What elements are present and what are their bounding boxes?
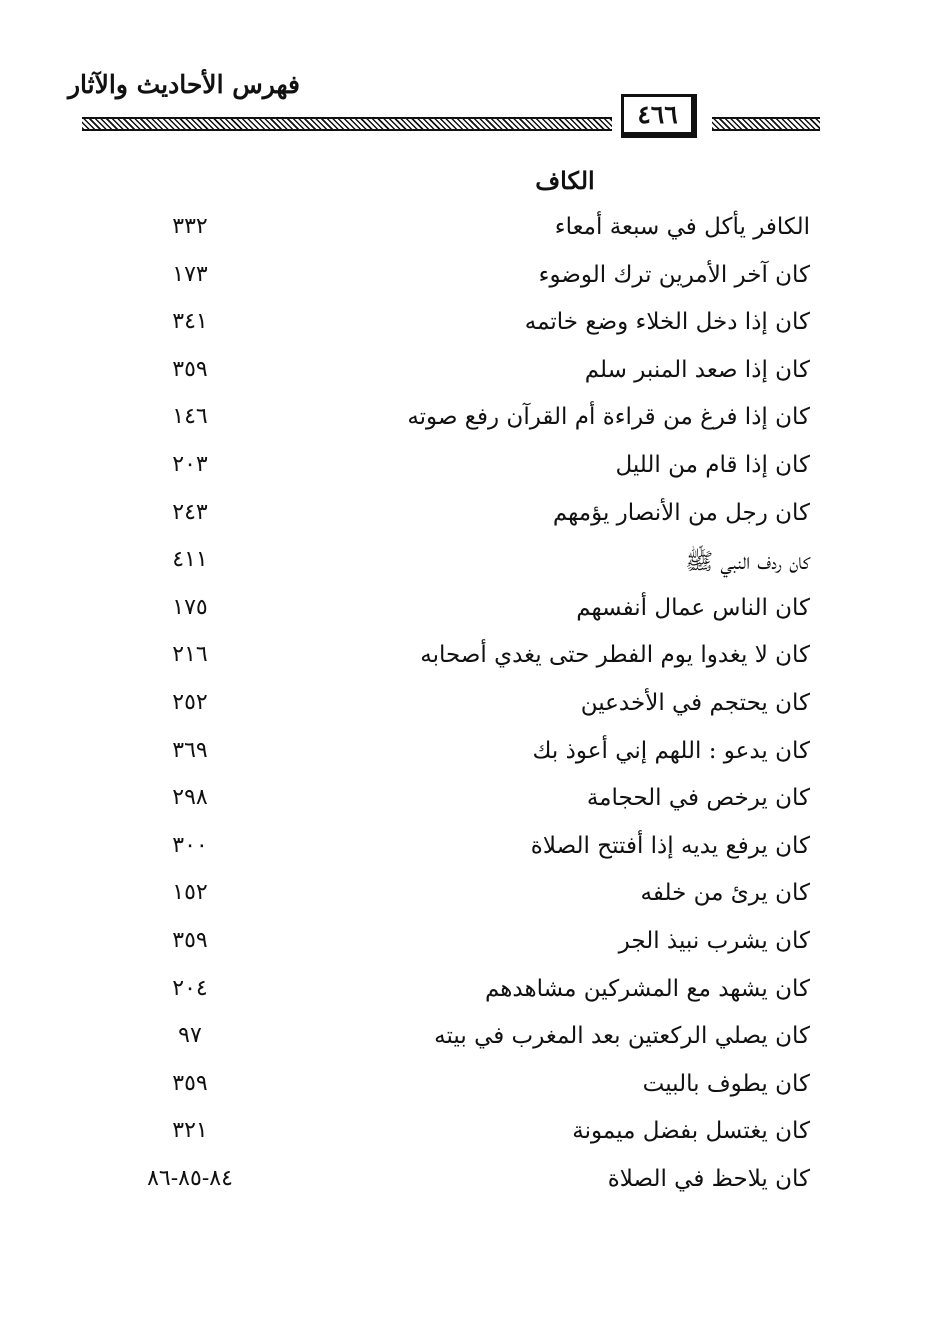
index-entry [100, 301, 820, 349]
entry-text: كان يرفع يديه إذا أفتتح الصلاة [530, 832, 810, 859]
index-entry [100, 968, 820, 1016]
index-entry [100, 396, 820, 444]
entry-page-ref: ٢٠٣ [172, 451, 208, 477]
entry-page-ref: ٣٥٩ [172, 927, 208, 953]
entry-page-ref: ٢٩٨ [172, 785, 208, 811]
entry-text: كان يشرب نبيذ الجر [618, 927, 810, 954]
entry-page-ref: ٨٤-٨٥-٨٦ [147, 1165, 233, 1191]
entry-page-ref: ١٥٢ [172, 880, 208, 906]
entry-text: كان آخر الأمرين ترك الوضوء [538, 261, 810, 288]
index-entry [100, 825, 820, 873]
index-entry [100, 634, 820, 682]
section-heading: الكاف [535, 166, 595, 195]
entry-page-ref: ٣٣٢ [172, 214, 208, 239]
entry-text: كان لا يغدوا يوم الفطر حتى يغدي أصحابه [420, 642, 810, 669]
entry-text: كان إذا صعد المنبر سلم [584, 356, 810, 383]
index-entry [100, 539, 820, 587]
entry-page-ref: ٢٥٢ [172, 689, 208, 715]
index-entry [100, 777, 820, 825]
index-entry [100, 492, 820, 540]
entry-text: كان يلاحظ في الصلاة [607, 1165, 810, 1192]
entry-text: كان يدعو : اللهم إني أعوذ بك [532, 737, 810, 764]
entry-page-ref: ١٧٥ [172, 594, 208, 620]
index-entry [100, 587, 820, 635]
entry-page-ref: ٣٥٩ [172, 356, 208, 382]
page-number: ٤٦٦ [621, 94, 697, 138]
entry-text: كان رجل من الأنصار يؤمهم [552, 499, 810, 526]
entry-page-ref: ٢١٦ [172, 642, 208, 668]
entry-text: الكافر يأكل في سبعة أمعاء [554, 214, 810, 240]
index-entry [100, 730, 820, 778]
entry-page-ref: ١٤٦ [172, 404, 208, 430]
index-entry [100, 1158, 820, 1206]
index-entry [100, 444, 820, 492]
running-title: فهرس الأحاديث والآثار [67, 70, 300, 99]
entry-text: كان يطوف بالبيت [642, 1070, 810, 1097]
index-entry [100, 872, 820, 920]
entry-text: كان إذا قام من الليل [615, 451, 810, 478]
entry-text: كان إذا دخل الخلاء وضع خاتمه [524, 309, 810, 336]
entry-page-ref: ١٧٣ [172, 261, 208, 287]
entry-page-ref: ٣٢١ [172, 1118, 208, 1144]
index-entry [100, 206, 820, 254]
index-entry [100, 254, 820, 302]
index-entry [100, 920, 820, 968]
entry-text: كان يشهد مع المشركين مشاهدهم [484, 975, 810, 1002]
entry-page-ref: ٣٦٩ [172, 737, 208, 763]
index-entry [100, 349, 820, 397]
entry-page-ref: ٣٤١ [172, 309, 208, 335]
entry-text: كان الناس عمال أنفسهم [576, 594, 810, 621]
entry-text: كان إذا فرغ من قراءة أم القرآن رفع صوته [407, 404, 810, 431]
entry-page-ref: ٣٠٠ [172, 832, 208, 858]
index-entry [100, 682, 820, 730]
index-entry [100, 1015, 820, 1063]
entry-page-ref: ٢٤٣ [172, 499, 208, 525]
entry-text: كان يحتجم في الأخدعين [580, 689, 810, 716]
index-entry [100, 1110, 820, 1158]
entry-text: كان ردف النبي ﷺ [685, 549, 810, 576]
entry-text: كان يصلي الركعتين بعد المغرب في بيته [434, 1023, 810, 1050]
entry-page-ref: ٣٥٩ [172, 1070, 208, 1096]
entry-text: كان يرئ من خلفه [640, 880, 810, 907]
header-rule-right [712, 117, 820, 131]
entry-page-ref: ٩٧ [178, 1023, 202, 1049]
entry-text: كان يرخص في الحجامة [586, 785, 810, 812]
entry-page-ref: ٢٠٤ [172, 975, 208, 1001]
entry-page-ref: ٤١١ [172, 547, 208, 573]
index-list [100, 206, 820, 1205]
index-entry [100, 1063, 820, 1111]
header-rule-left [82, 117, 612, 131]
entry-text: كان يغتسل بفضل ميمونة [572, 1118, 810, 1145]
